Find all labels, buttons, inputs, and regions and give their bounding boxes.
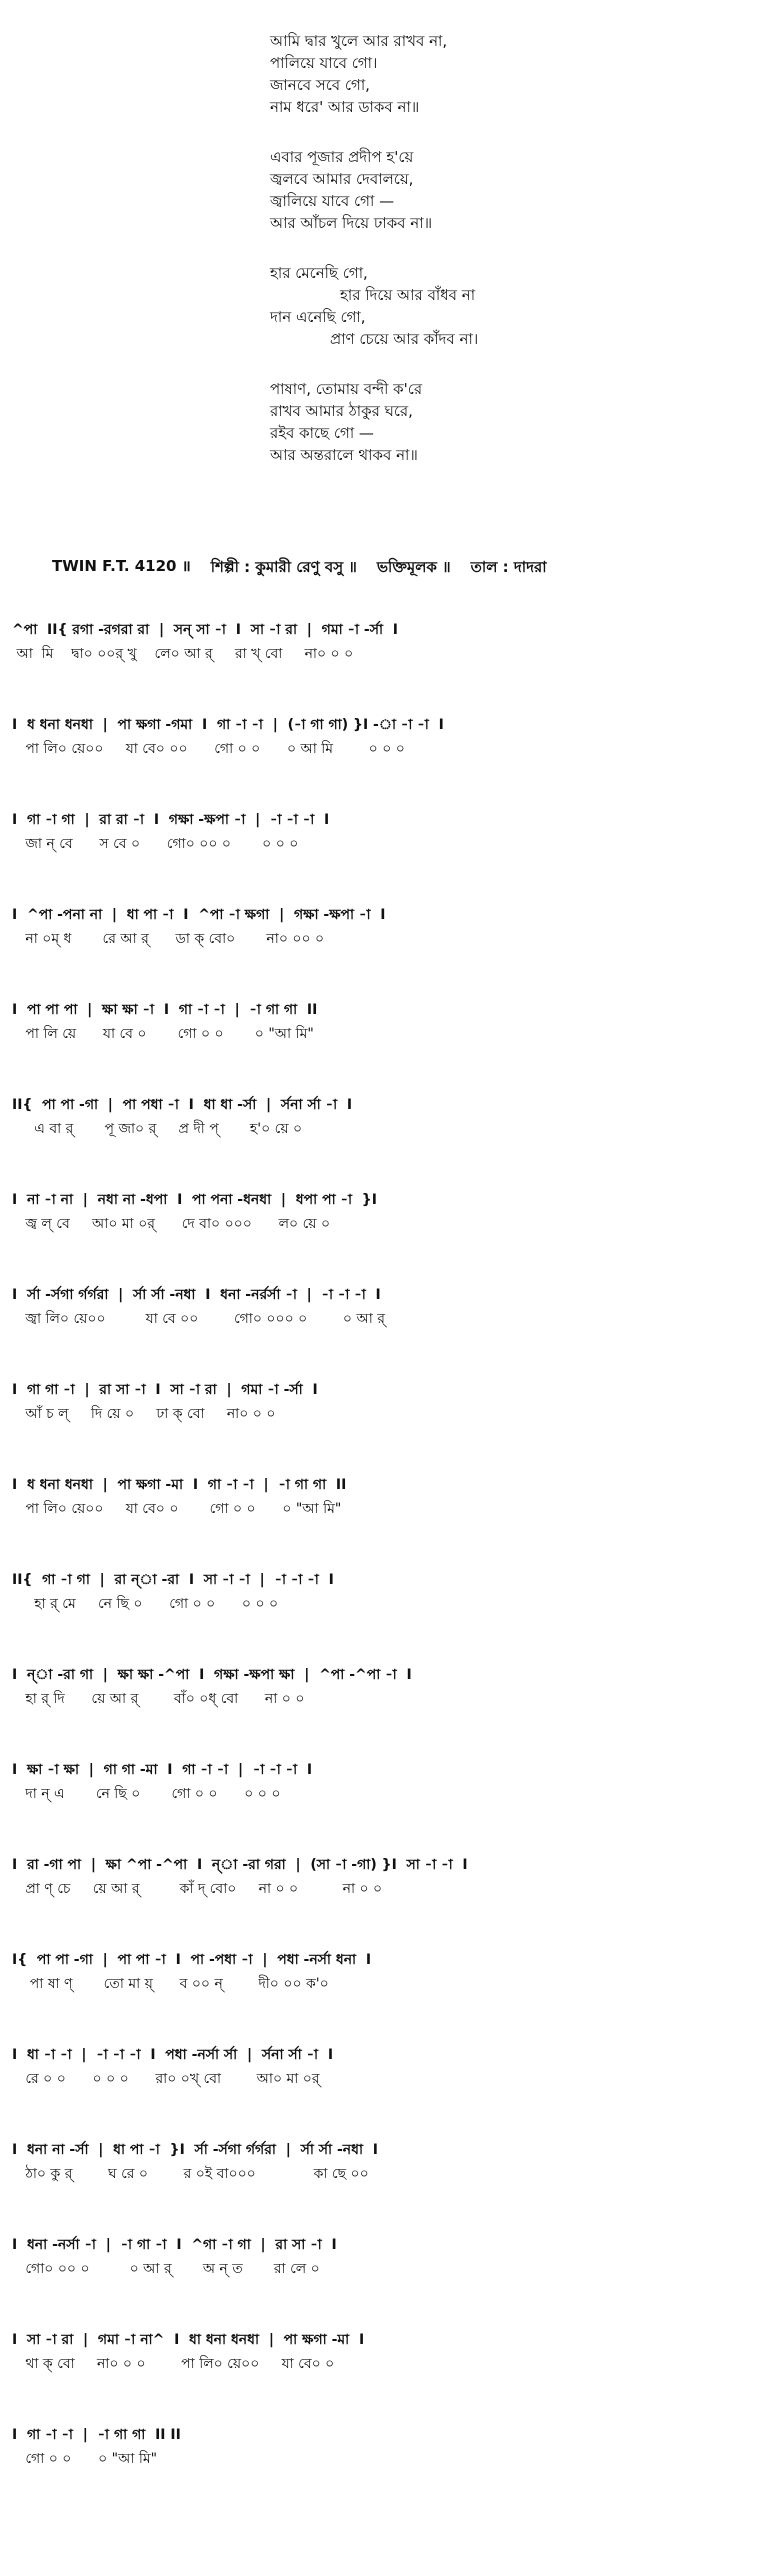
notation-row	[12, 1467, 747, 1562]
notation-notes: I না -া না | নধা না -ধপা I পা পনা -ধনধা | ধপা পা -া }I	[12, 1192, 377, 1208]
notation-words: জ্বা লি০ য়ে০০ যা বে ০০ গো০ ০০০ ০ ০ আ র্	[12, 1311, 385, 1327]
lyric-line: এবার পূজার প্রদীপ হ'য়ে	[270, 148, 414, 166]
notation-words: আ মি দ্বা০ ০০র্ খু লে০ আ র্ রা খ্ বো না০ ০ ০	[12, 646, 354, 662]
lyric-line: দান এনেছি গো,	[270, 308, 366, 326]
notation-notes: I রা -গা পা | ক্ষা ^পা -^পা I ন্‌া -রা গরা | (সা -া -গা) }I সা -া -া I	[12, 1857, 468, 1873]
lyric-line: পালিয়ে যাবে গো।	[270, 54, 378, 72]
record-header	[52, 556, 732, 581]
stanza-1	[270, 30, 690, 118]
lyric-line: প্রাণ চেয়ে আর কাঁদব না।	[330, 330, 479, 348]
notation-words: জ্ব ল্ বে আ০ মা ০র্ দে বা০ ০০০ ল০ য়ে ০	[12, 1216, 331, 1232]
notation-notes: I পা পা পা | ক্ষা ক্ষা -া I গা -া -া | -া গা গা II	[12, 1002, 318, 1018]
notation-words: পা লি০ য়ে০০ যা বে০ ০ গো ০ ০ ০ "আ মি"	[12, 1501, 342, 1517]
notation-row	[12, 992, 747, 1087]
notation-row	[12, 1847, 747, 1942]
tala-label: তাল : দাদরা	[470, 558, 547, 576]
notation-notes: I সা -া রা | গমা -া না^ I ধা ধনা ধনধা | পা ক্ষগা -মা I	[12, 2332, 365, 2348]
notation-row	[12, 2417, 747, 2512]
notation-words: হা র্ মে নে ছি ০ গো ০ ০ ০ ০ ০	[12, 1596, 279, 1612]
notation-words: এ বা র্ পূ জা০ র্ প্র দী প্ হ'০ য়ে ০	[12, 1121, 303, 1137]
lyric-line: জানবে সবে গো,	[270, 76, 370, 94]
lyric-line: আর আঁচল দিয়ে ঢাকব না॥	[270, 214, 433, 232]
stanza-4	[270, 378, 690, 466]
notation-row	[12, 1087, 747, 1182]
notation-row	[12, 2037, 747, 2132]
notation-notes: I ধ ধনা ধনধা | পা ক্ষগা -মা I গা -া -া | -া গা গা II	[12, 1477, 347, 1493]
lyric-line: রাখব আমার ঠাকুর ঘরে,	[270, 402, 413, 420]
lyric-line: হার মেনেছি গো,	[270, 264, 368, 282]
notation-row	[12, 2322, 747, 2417]
notation-notes: I ন্‌া -রা গা | ক্ষা ক্ষা -^পা I গক্ষা -ক্ষপা ক্ষা | ^পা -^পা -া I	[12, 1667, 412, 1683]
notation-row	[12, 707, 747, 802]
notation-words: থা ক্ বো না০ ০ ০ পা লি০ য়ে০০ যা বে০ ০	[12, 2356, 335, 2372]
notation-notes: I ধনা -নর্সা -া | -া গা -া I ^গা -া গা | রা সা -া I	[12, 2237, 337, 2253]
notation-words: প্রা ণ্ চে য়ে আ র্ কাঁ দ্ বো০ না ০ ০ না ০ ০	[12, 1881, 383, 1897]
notation-words: দা ন্ এ নে ছি ০ গো ০ ০ ০ ০ ০	[12, 1786, 281, 1802]
notation-words: ঠা০ কু র্ ঘ রে ০ র ০ই বা০০০ কা ছে ০০	[12, 2166, 369, 2182]
notation-words: না ০ম্ ধ রে আ র্ ডা ক্ বো০ না০ ০০ ০	[12, 931, 325, 947]
stanza-2	[270, 146, 690, 234]
notation-row	[12, 2132, 747, 2227]
lyric-line: হার দিয়ে আর বাঁধব না	[340, 286, 476, 304]
notation-notes: I গা -া গা | রা রা -া I গক্ষা -ক্ষপা -া | -া -া -া I	[12, 812, 330, 828]
notation-row	[12, 1182, 747, 1277]
notation-notes: I ^পা -পনা না | ধা পা -া I ^পা -া ক্ষগা | গক্ষা -ক্ষপা -া I	[12, 907, 386, 923]
notation-row	[12, 612, 747, 707]
lyric-line: জ্বালিয়ে যাবে গো —	[270, 192, 395, 210]
record-number: TWIN F.T. 4120 ॥	[52, 557, 191, 575]
lyric-line: আর অন্তরালে থাকব না॥	[270, 446, 418, 464]
notation-words: পা লি য়ে যা বে ০ গো ০ ০ ০ "আ মি"	[12, 1026, 314, 1042]
notation-words: আঁ চ ল্ দি য়ে ০ ঢা ক্ বো না০ ০ ০	[12, 1406, 276, 1422]
notation-notes: I গা গা -া | রা সা -া I সা -া রা | গমা -া -র্সা I	[12, 1382, 318, 1398]
stanza-3	[270, 262, 690, 350]
notation-notes: I{ পা পা -গা | পা পা -া I পা -পধা -া | পধা -নর্সা ধনা I	[12, 1952, 372, 1968]
notation-notes: II{ পা পা -গা | পা পধা -া I ধা ধা -র্সা | র্সনা র্সা -া I	[12, 1097, 353, 1113]
notation-rows	[12, 612, 747, 2512]
notation-row	[12, 897, 747, 992]
notation-row	[12, 1657, 747, 1752]
lyric-line: পাষাণ, তোমায় বন্দী ক'রে	[270, 380, 423, 398]
notation-notes: I ধ ধনা ধনধা | পা ক্ষগা -গমা I গা -া -া | (-া গা গা) }I -া -া -া I	[12, 717, 444, 733]
notation-row	[12, 2227, 747, 2322]
lyric-line: জ্বলবে আমার দেবালয়ে,	[270, 170, 414, 188]
notation-notes: I র্সা -র্সগা র্গর্গরা | র্সা র্সা -নধা I ধনা -নর্রর্সা -া | -া -া -া I	[12, 1287, 381, 1303]
notation-words: পা ষা ণ্ তো মা য়্ ব ০০ ন্ দী০ ০০ ক'০	[12, 1976, 329, 1992]
lyric-line: আমি দ্বার খুলে আর রাখব না,	[270, 32, 448, 50]
notation-words: পা লি০ য়ে০০ যা বে০ ০০ গো ০ ০ ০ আ মি ০ ০ ০	[12, 741, 405, 757]
lyric-line: রইব কাছে গো —	[270, 424, 374, 442]
notation-words: হা র্ দি য়ে আ র্ বাঁ০ ০ধ্ বো না ০ ০	[12, 1691, 305, 1707]
notation-words: জা ন্ বে স বে ০ গো০ ০০ ০ ০ ০ ০	[12, 836, 299, 852]
lyric-line: নাম ধরে' আর ডাকব না॥	[270, 98, 420, 116]
notation-row	[12, 1372, 747, 1467]
notation-row	[12, 1752, 747, 1847]
notation-words: গো০ ০০ ০ ০ আ র্ অ ন্ ত রা লে ০	[12, 2261, 320, 2277]
genre-label: ভক্তিমূলক ॥	[376, 558, 451, 576]
notation-words: রে ০ ০ ০ ০ ০ রা০ ০খ্ বো আ০ মা ০র্	[12, 2071, 320, 2087]
notation-row	[12, 1942, 747, 2037]
lyrics-block	[270, 30, 690, 494]
notation-row	[12, 1562, 747, 1657]
notation-notes: I গা -া -া | -া গা গা II II	[12, 2427, 181, 2443]
notation-notes: I ক্ষা -া ক্ষা | গা গা -মা I গা -া -া | -া -া -া I	[12, 1762, 313, 1778]
notation-row	[12, 802, 747, 897]
notation-notes: II{ গা -া গা | রা ন্‌া -রা I সা -া -া | -া -া -া I	[12, 1572, 334, 1588]
notation-row	[12, 1277, 747, 1372]
notation-notes: ^পা II{ রগা -রগরা রা | সন্ সা -া I সা -া রা | গমা -া -র্সা I	[12, 622, 398, 638]
artist-credit: শিল্পী : কুমারী রেণু বসু ॥	[210, 558, 357, 576]
notation-notes: I ধা -া -া | -া -া -া I পধা -নর্সা র্সা | র্সনা র্সা -া I	[12, 2047, 334, 2063]
notation-words: গো ০ ০ ০ "আ মি"	[12, 2451, 158, 2467]
notation-notes: I ধনা না -র্সা | ধা পা -া }I র্সা -র্সগা র্গর্গরা | র্সা র্সা -নধা I	[12, 2142, 378, 2158]
